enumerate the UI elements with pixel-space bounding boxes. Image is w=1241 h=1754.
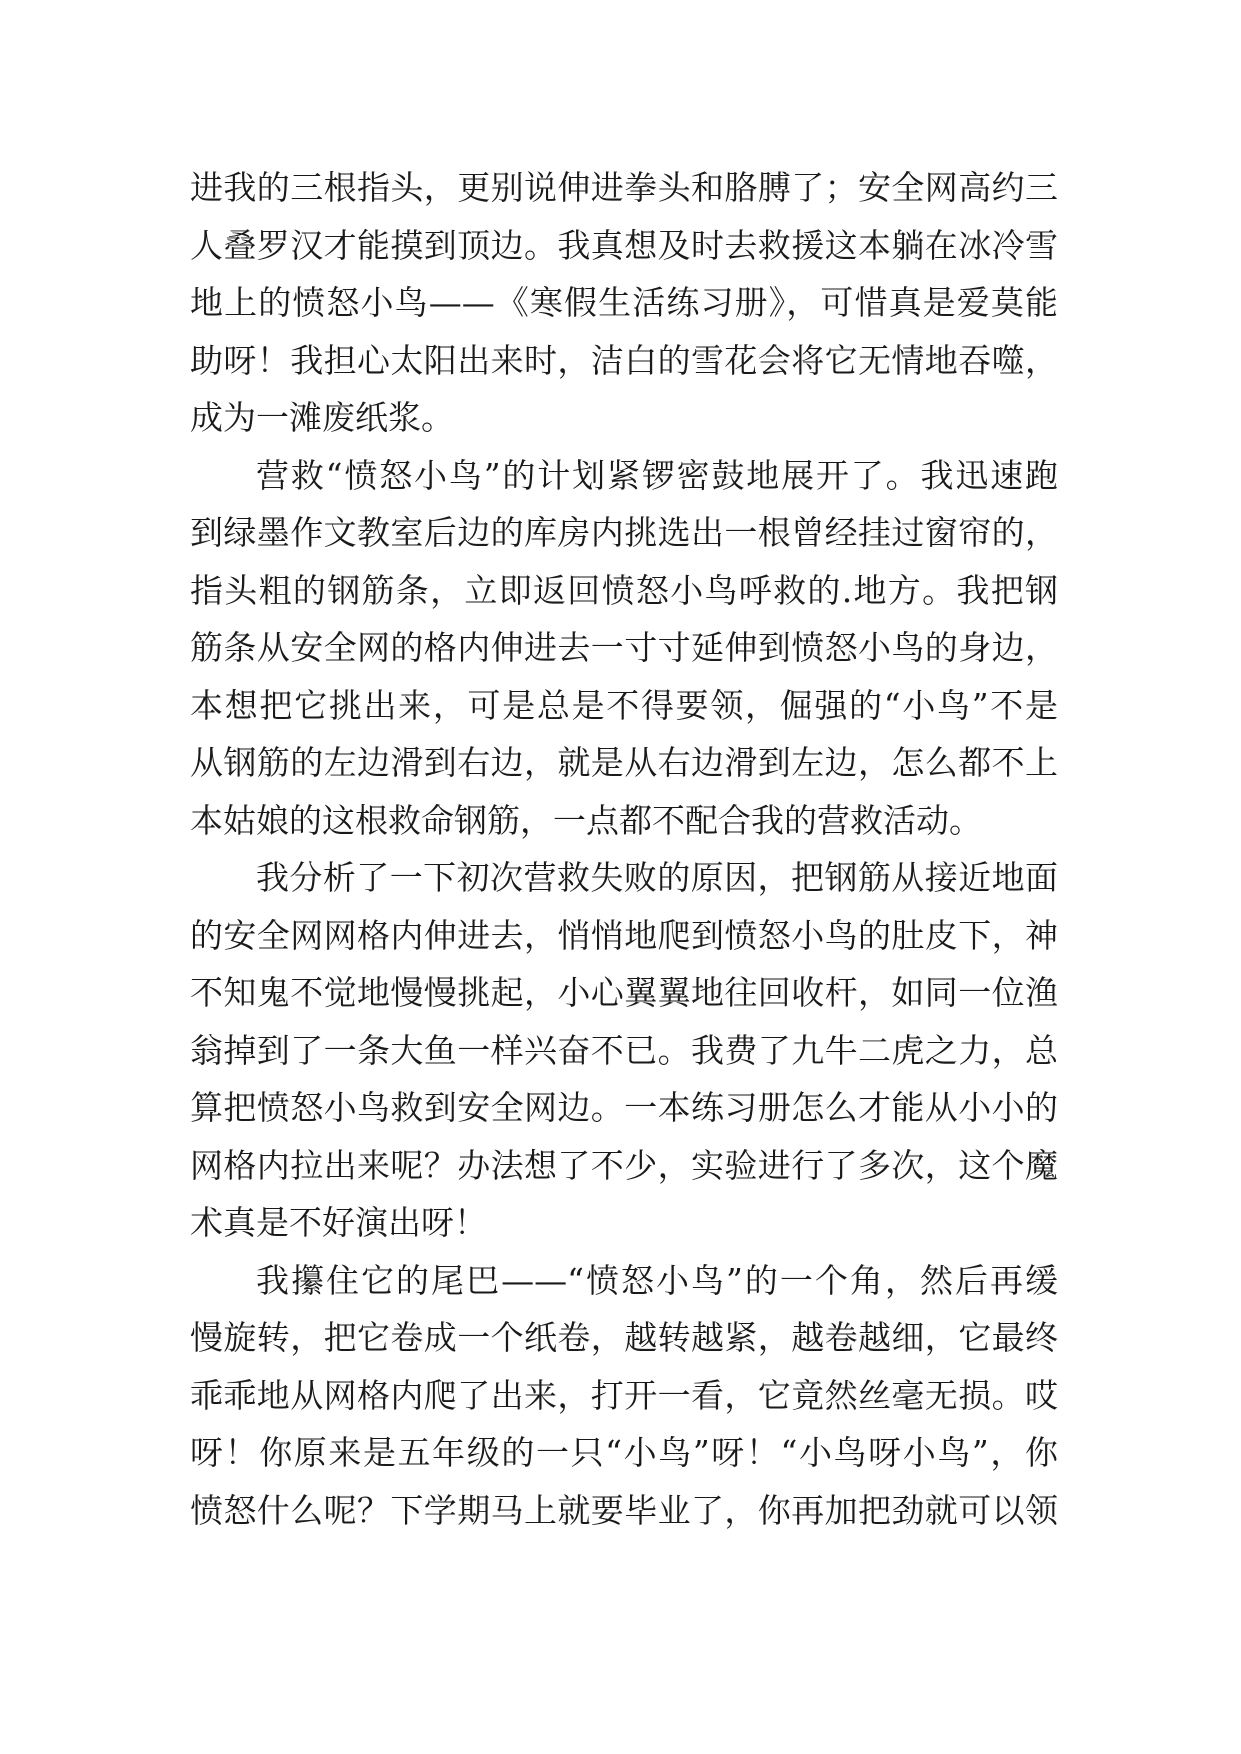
text-line: 不知鬼不觉地慢慢挑起，小心翼翼地往回收杆，如同一位渔: [190, 973, 1058, 1012]
text-line: 本姑娘的这根救命钢筋，一点都不配合我的营救活动。: [190, 800, 982, 840]
paragraph-3: [190, 849, 1058, 1252]
text-line: 成为一滩废纸浆。: [190, 398, 454, 437]
text-line: 本想把它挑出来，可是总是不得要领，倔强的“小鸟”不是: [190, 685, 1058, 725]
text-line: 算把愤怒小鸟救到安全网边。一本练习册怎么才能从小小的: [190, 1088, 1058, 1127]
text-line: 到绿墨作文教室后边的库房内挑选出一根曾经挂过窗帘的，: [190, 513, 1058, 552]
document-body: [190, 159, 1058, 1539]
text-line: 慢旋转，把它卷成一个纸卷，越转越紧，越卷越细，它最终: [190, 1318, 1058, 1357]
text-line: 呀！你原来是五年级的一只“小鸟”呀！“小鸟呀小鸟”，你: [190, 1433, 1058, 1472]
text-line: 营救“愤怒小鸟”的计划紧锣密鼓地展开了。我迅速跑: [256, 455, 1058, 495]
text-line: 我分析了一下初次营救失败的原因，把钢筋从接近地面: [256, 858, 1058, 897]
text-line: 筋条从安全网的格内伸进去一寸寸延伸到愤怒小鸟的身边，: [190, 628, 1058, 667]
paragraph-4: [190, 1252, 1058, 1540]
text-line: 术真是不好演出呀！: [190, 1203, 487, 1242]
text-line: 从钢筋的左边滑到右边，就是从右边滑到左边，怎么都不上: [190, 743, 1058, 782]
text-line: 翁掉到了一条大鱼一样兴奋不已。我费了九牛二虎之力，总: [190, 1030, 1058, 1070]
text-line: 人叠罗汉才能摸到顶边。我真想及时去救援这本躺在冰冷雪: [190, 225, 1058, 265]
text-line: 地上的愤怒小鸟——《寒假生活练习册》，可惜真是爱莫能: [190, 283, 1058, 322]
text-line: 乖乖地从网格内爬了出来，打开一看，它竟然丝毫无损。哎: [190, 1375, 1058, 1415]
text-line: 网格内拉出来呢？办法想了不少，实验进行了多次，这个魔: [190, 1145, 1058, 1185]
text-line: 助呀！我担心太阳出来时，洁白的雪花会将它无情地吞噬，: [190, 340, 1058, 380]
text-line: 指头粗的钢筋条，立即返回愤怒小鸟呼救的.地方。我把钢: [190, 570, 1058, 610]
text-line: 我攥住它的尾巴——“愤怒小鸟”的一个角，然后再缓: [256, 1260, 1058, 1300]
text-line: 进我的三根指头，更别说伸进拳头和胳膊了；安全网高约三: [190, 168, 1058, 207]
text-line: 愤怒什么呢？下学期马上就要毕业了，你再加把劲就可以领: [190, 1490, 1058, 1530]
paragraph-1: [190, 159, 1058, 447]
text-line: 的安全网网格内伸进去，悄悄地爬到愤怒小鸟的肚皮下，神: [190, 915, 1058, 955]
paragraph-2: [190, 447, 1058, 850]
